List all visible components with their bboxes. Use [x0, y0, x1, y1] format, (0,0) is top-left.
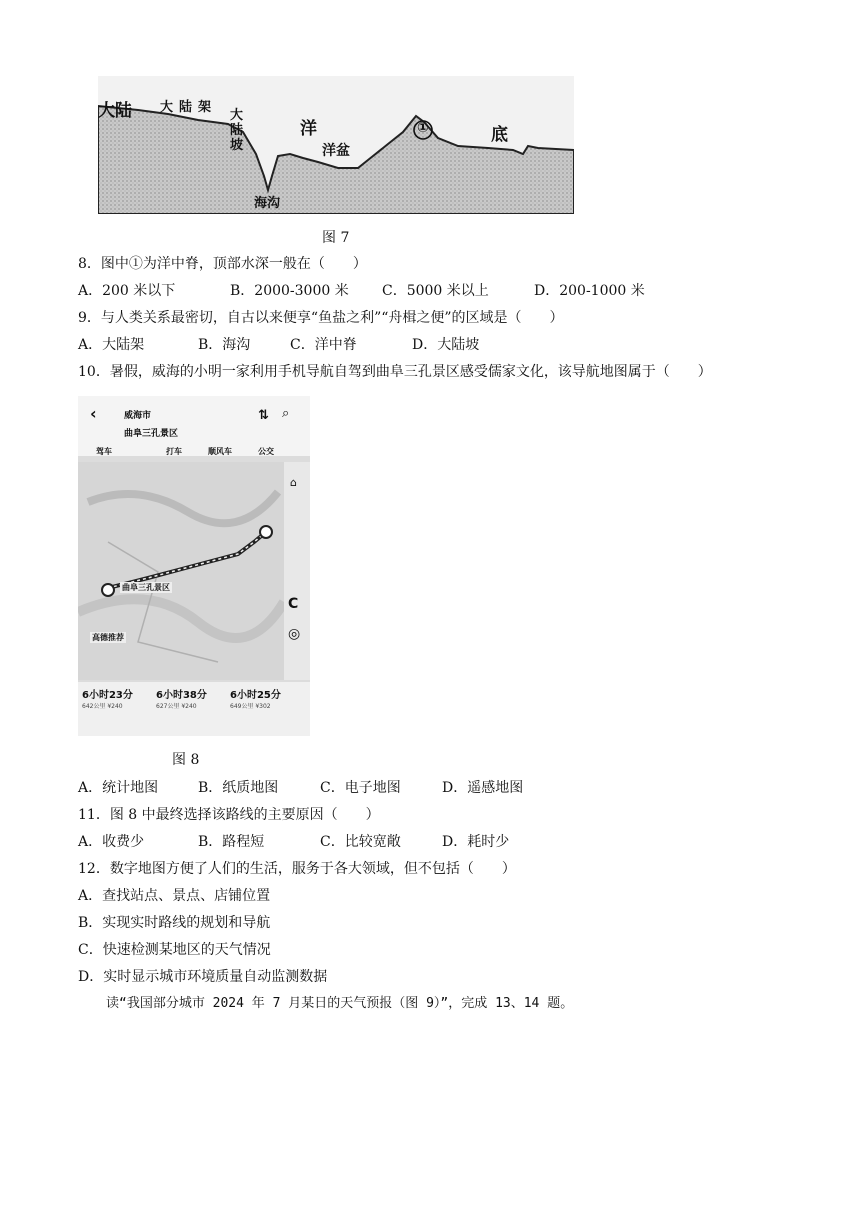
q12-option-c[interactable]: C．快速检测某地区的天气情况 [78, 942, 271, 958]
q10-option-c[interactable]: C．电子地图 [320, 780, 401, 796]
route-cards [78, 682, 310, 736]
figure7-caption: 图 7 [322, 230, 350, 246]
route-time: 6小时23分 [82, 690, 133, 701]
q11-option-b[interactable]: B．路程短 [198, 834, 265, 850]
route-time: 6小时38分 [156, 690, 207, 701]
map-area [78, 462, 284, 680]
label-floor: 底 [491, 125, 508, 145]
tab-bus[interactable]: 公交 [258, 447, 274, 456]
q9-option-b[interactable]: B．海沟 [198, 337, 251, 353]
tab-carpool[interactable]: 顺风车 [208, 447, 232, 456]
q9-stem: 9．与人类关系最密切，自古以来便享“鱼盐之利”“舟楫之便”的区域是（ ） [78, 310, 564, 326]
transport-tabs [78, 446, 310, 460]
search-icon[interactable]: ⌕ [282, 406, 290, 421]
swap-icon[interactable]: ⇅ [258, 408, 269, 423]
q8-option-c[interactable]: C．5000 米以上 [382, 283, 489, 299]
q12-option-a[interactable]: A．查找站点、景点、店铺位置 [78, 888, 271, 904]
q11-option-c[interactable]: C．比较宽敞 [320, 834, 401, 850]
seafloor-profile-figure [98, 76, 574, 214]
label-continent: 大陆 [98, 101, 132, 121]
figure8-caption: 图 8 [172, 752, 200, 768]
q11-option-a[interactable]: A．收费少 [78, 834, 145, 850]
route-tag: 高德推荐 [92, 633, 124, 642]
q12-option-b[interactable]: B．实现实时路线的规划和导航 [78, 915, 271, 931]
q13-14-intro: 读“我国部分城市 2024 年 7 月某日的天气预报（图 9）”，完成 13、14 题。 [106, 996, 574, 1011]
map-controls-column [284, 462, 310, 680]
q10-option-d[interactable]: D．遥感地图 [442, 780, 524, 796]
destination-field[interactable]: 曲阜三孔景区 [124, 429, 179, 439]
q11-stem: 11．图 8 中最终选择该路线的主要原因（ ） [78, 807, 380, 823]
destination-map-label: 曲阜三孔景区 [122, 583, 170, 592]
q8-option-d[interactable]: D．200-1000 米 [534, 283, 645, 299]
q8-stem: 8．图中①为洋中脊，顶部水深一般在（ ） [78, 256, 367, 272]
q10-stem: 10．暑假，威海的小明一家利用手机导航自驾到曲阜三孔景区感受儒家文化，该导航地图属于（ ） [78, 364, 712, 380]
q12-stem: 12．数字地图方便了人们的生活，服务于各大领域，但不包括（ ） [78, 861, 516, 877]
tab-drive[interactable]: 驾车 [96, 447, 112, 456]
label-ocean: 洋 [300, 119, 317, 139]
label-shelf: 大陆架 [160, 100, 218, 115]
refresh-icon[interactable]: C [288, 596, 299, 612]
back-arrow-icon[interactable]: ‹ [90, 404, 97, 423]
label-slope: 大陆坡 [230, 108, 244, 153]
destination-pin-icon [102, 584, 114, 596]
origin-field[interactable]: 威海市 [124, 411, 152, 421]
q9-option-a[interactable]: A．大陆架 [78, 337, 145, 353]
tab-taxi[interactable]: 打车 [166, 447, 182, 456]
route-card-3[interactable] [230, 686, 306, 710]
q10-option-b[interactable]: B．纸质地图 [198, 780, 279, 796]
q12-option-d[interactable]: D．实时显示城市环境质量自动监测数据 [78, 969, 328, 985]
route-card-2[interactable] [156, 686, 228, 710]
route-detail: 649公里 ¥302 [230, 703, 271, 710]
locate-icon[interactable]: ◎ [288, 626, 301, 642]
layers-icon[interactable]: ⌂ [290, 476, 297, 489]
route-card-1[interactable] [82, 686, 154, 710]
q8-option-b[interactable]: B．2000-3000 米 [230, 283, 349, 299]
q11-option-d[interactable]: D．耗时少 [442, 834, 510, 850]
route-detail: 627公里 ¥240 [156, 703, 197, 710]
origin-pin-icon [260, 526, 272, 538]
label-basin: 洋盆 [322, 143, 350, 159]
route-time: 6小时25分 [230, 690, 281, 701]
q8-option-a[interactable]: A．200 米以下 [78, 283, 176, 299]
label-ridge-marker: ① [417, 120, 429, 136]
label-trench: 海沟 [254, 196, 281, 211]
q10-option-a[interactable]: A．统计地图 [78, 780, 159, 796]
q9-option-d[interactable]: D．大陆坡 [412, 337, 480, 353]
q9-option-c[interactable]: C．洋中脊 [290, 337, 357, 353]
route-detail: 642公里 ¥240 [82, 703, 123, 710]
navigation-map-figure [78, 396, 310, 736]
